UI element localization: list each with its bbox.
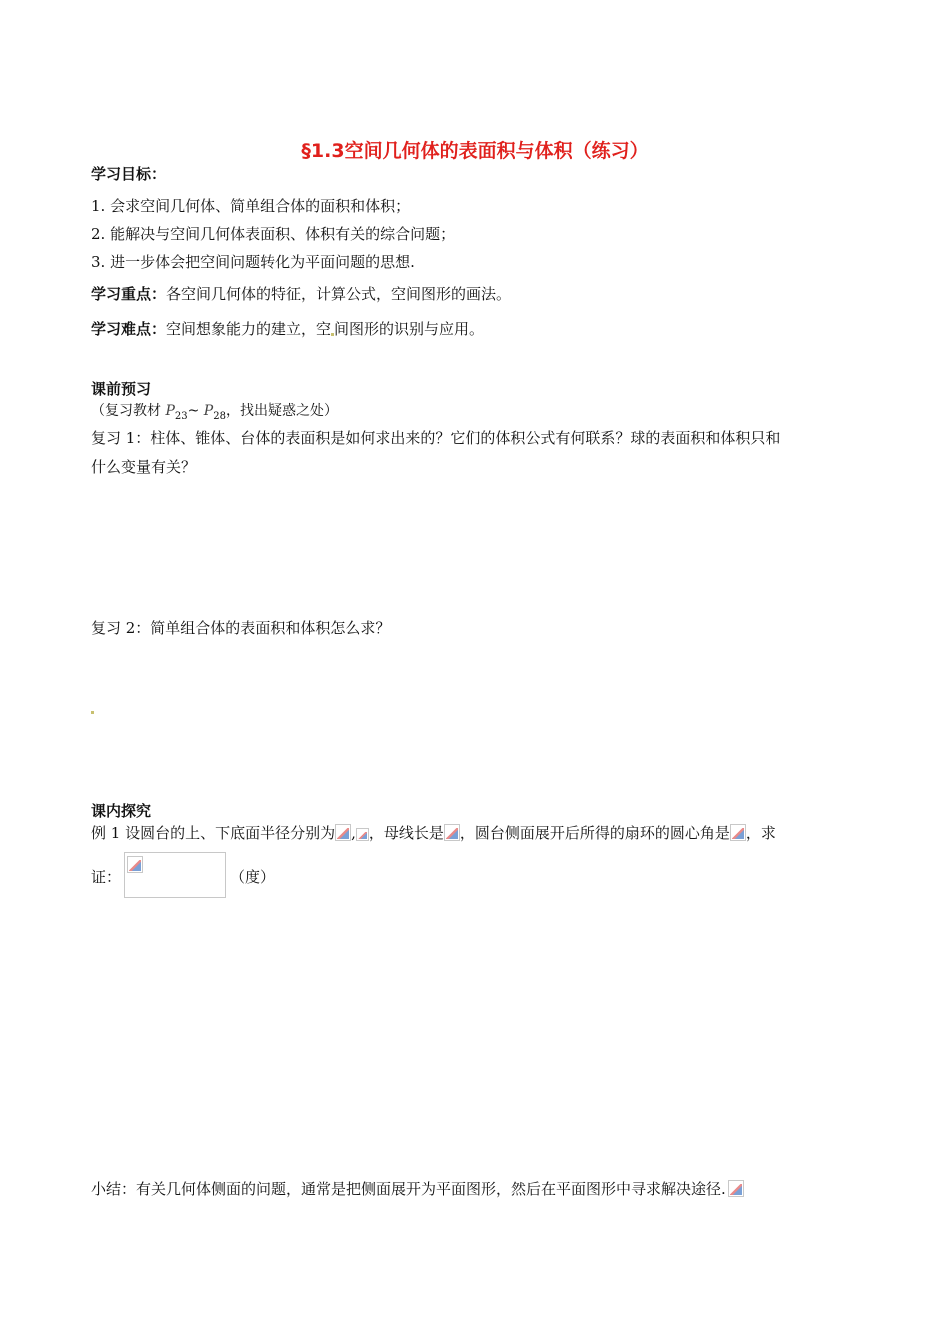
page-ref-letter: P bbox=[165, 403, 175, 419]
stray-mark-icon bbox=[91, 711, 94, 714]
difficulties-line bbox=[91, 318, 484, 339]
objective-item: 1. 会求空间几何体、简单组合体的面积和体积； bbox=[91, 197, 411, 215]
review-2: 复习 2：简单组合体的表面积和体积怎么求？ bbox=[91, 619, 391, 637]
key-points-text: 各空间几何体的特征，计算公式，空间图形的画法。 bbox=[166, 285, 512, 303]
example-1-text: 例 1 设圆台的上、下底面半径分别为 bbox=[91, 824, 336, 842]
example-1-prove-label: 证： bbox=[91, 868, 122, 886]
range-tilde: ~ bbox=[187, 403, 204, 419]
page-title: §1.3空间几何体的表面积与体积（练习） bbox=[301, 140, 649, 162]
formula-image-icon bbox=[730, 824, 746, 841]
formula-image-icon bbox=[335, 824, 351, 841]
example-1-text: ，求 bbox=[745, 824, 776, 842]
objective-item: 2. 能解决与空间几何体表面积、体积有关的综合问题； bbox=[91, 225, 456, 243]
example-1-line bbox=[91, 822, 776, 843]
formula-image-frame bbox=[124, 852, 226, 898]
difficulties-text: 间图形的识别与应用。 bbox=[334, 320, 485, 338]
review-1-line-2: 什么变量有关？ bbox=[91, 458, 197, 476]
summary-line bbox=[91, 1178, 744, 1199]
example-1-unit: （度） bbox=[230, 868, 276, 886]
page-end: 28 bbox=[213, 410, 226, 422]
preview-heading: 课前预习 bbox=[91, 380, 152, 398]
example-1-comma: , bbox=[351, 824, 356, 842]
formula-image-icon bbox=[127, 856, 143, 873]
preview-note bbox=[91, 400, 338, 422]
formula-image-icon bbox=[356, 828, 369, 841]
key-points-line bbox=[91, 283, 511, 304]
key-points-label: 学习重点： bbox=[91, 285, 167, 303]
page-ref-letter: P bbox=[203, 403, 214, 419]
difficulties-label: 学习难点： bbox=[91, 320, 167, 338]
preview-note-suffix: ，找出疑惑之处） bbox=[225, 403, 338, 419]
page-start: 23 bbox=[174, 410, 188, 422]
difficulties-text: 空间想象能力的建立，空 bbox=[166, 320, 332, 338]
objective-item: 3. 进一步体会把空间问题转化为平面问题的思想. bbox=[91, 253, 415, 271]
summary-text: 小结：有关几何体侧面的问题，通常是把侧面展开为平面图形，然后在平面图形中寻求解决途径. bbox=[91, 1180, 726, 1198]
formula-image-icon bbox=[444, 824, 460, 841]
example-1-text: ，母线长是 bbox=[368, 824, 444, 842]
example-1-text: ，圆台侧面展开后所得的扇环的圆心角是 bbox=[459, 824, 730, 842]
formula-image-icon bbox=[728, 1180, 744, 1197]
preview-note-prefix: （复习教材 bbox=[91, 403, 166, 419]
explore-heading: 课内探究 bbox=[91, 802, 152, 820]
objectives-heading: 学习目标： bbox=[91, 165, 167, 183]
review-1-line-1: 复习 1：柱体、锥体、台体的表面积是如何求出来的？它们的体积公式有何联系？球的表面积和体积只和 bbox=[91, 429, 781, 447]
